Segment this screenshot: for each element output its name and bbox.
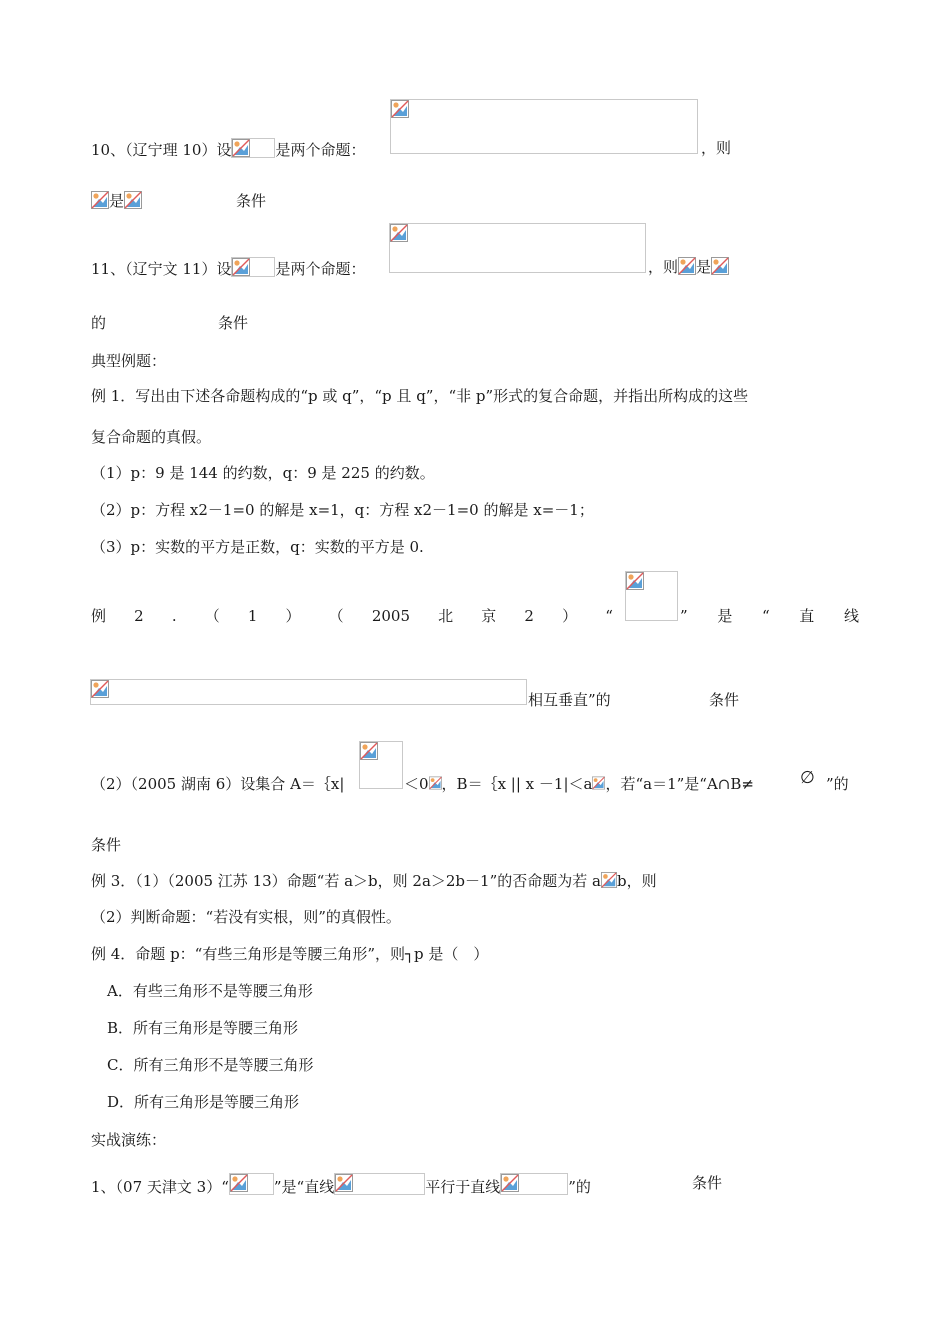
p1-mid2: 平行于直线 (425, 1178, 501, 1196)
ex2-token: 直 (799, 607, 815, 625)
ex2-token: （ (204, 607, 220, 625)
image-placeholder-ex2-cond (625, 571, 678, 621)
broken-image-icon (592, 774, 605, 792)
image-placeholder-ex2-lines (90, 679, 527, 705)
ex2-token: “ (761, 607, 770, 625)
image-placeholder-q11-pq (231, 257, 275, 277)
broken-image-icon (601, 871, 617, 889)
image-placeholder-q11-props (389, 223, 646, 273)
q11-suffix2: 是 (696, 258, 712, 276)
ex2-token: 2 (134, 607, 144, 625)
heading-practice: 实战演练： (91, 1131, 167, 1149)
q10-line1 (91, 138, 365, 160)
q10-line2 (91, 191, 142, 211)
broken-image-icon (501, 1174, 519, 1192)
image-placeholder-ex2-set-a (359, 741, 403, 789)
ex2-part2-if: ，若“a＝1”是“A∩B≠ (605, 775, 754, 793)
broken-image-icon (91, 191, 109, 209)
ex2-line1-left (91, 606, 613, 626)
ex3-line2: （2）判断命题：“若没有实根，则”的真假性。 (91, 908, 401, 926)
q11-tail (648, 257, 729, 277)
broken-image-icon (429, 774, 442, 792)
broken-image-icon (230, 1174, 248, 1192)
q10-prefix: 10、（辽宁理 10）设 (91, 141, 232, 159)
ex2-line2-end: 条件 (709, 691, 740, 709)
ex1-item-1: （1）p：9 是 144 的约数，q：9 是 225 的约数。 (91, 464, 435, 482)
ex2-line2-mid: 相互垂直”的 (528, 691, 611, 709)
ex2-part2-rest (404, 774, 754, 794)
broken-image-icon (232, 139, 250, 157)
q11-line2-start: 的 (91, 314, 107, 332)
ex2-token: 北 (438, 607, 454, 625)
p1-mid3: ”的 (568, 1178, 591, 1196)
q11-line1 (91, 257, 365, 279)
q10-suffix: ，则 (701, 139, 732, 157)
ex2-token: ） (285, 607, 301, 625)
ex2-token: 是 (717, 607, 733, 625)
broken-image-icon (390, 224, 408, 242)
image-placeholder-p1-cond (229, 1173, 274, 1195)
heading-examples: 典型例题： (91, 352, 167, 370)
ex2-token: 线 (843, 607, 859, 625)
ex2-token: 2 (524, 607, 534, 625)
broken-image-icon (360, 742, 378, 760)
q10-line2-mid: 是 (109, 192, 125, 210)
image-placeholder-p1-line1 (334, 1173, 425, 1195)
broken-image-icon (232, 258, 250, 276)
ex4-option-a: A．有些三角形不是等腰三角形 (107, 982, 313, 1000)
image-placeholder-q10-props (390, 99, 698, 154)
p1-line (91, 1173, 591, 1197)
ex3-line1-prefix: 例 3．（1）（2005 江苏 13）命题“若 a＞b，则 2a＞2b－1”的否命题为若 a (91, 872, 601, 890)
ex2-part2-end: ”的 (826, 775, 849, 793)
ex1-item-2: （2）p：方程 x2－1=0 的解是 x=1，q：方程 x2－1=0 的解是 x=－1； (91, 501, 594, 519)
empty-set-symbol: ∅ (800, 768, 815, 788)
q10-mid: 是两个命题： (275, 141, 366, 159)
image-placeholder-p1-line2 (500, 1173, 568, 1195)
broken-image-icon (124, 191, 142, 209)
ex2-token: ” (680, 607, 688, 625)
p1-mid1: ”是“直线 (273, 1178, 335, 1196)
ex1-line1: 例 1．写出由下述各命题构成的“p 或 q”，“p 且 q”，“非 p”形式的复合命题，并指出所构成的这些 (91, 387, 749, 405)
broken-image-icon (678, 257, 696, 275)
ex2-token: . (171, 607, 177, 625)
ex4-question: 例 4．命题 p：“有些三角形是等腰三角形”，则┐p 是（ ） (91, 945, 489, 963)
q11-line2-end: 条件 (218, 314, 249, 332)
ex2-token: 京 (481, 607, 497, 625)
ex1-line2: 复合命题的真假。 (91, 428, 212, 446)
ex3-line1 (91, 871, 657, 891)
broken-image-icon (91, 680, 109, 698)
p1-end: 条件 (692, 1174, 723, 1192)
ex2-token: 1 (247, 607, 258, 625)
q11-mid: 是两个命题： (275, 260, 366, 278)
ex4-option-d: D．所有三角形是等腰三角形 (107, 1093, 300, 1111)
q11-suffix: ，则 (648, 258, 679, 276)
ex2-part2-b: ，B＝｛x || x －1|＜a (441, 775, 593, 793)
ex2-part2-prefix: （2）（2005 湖南 6）设集合 A＝｛x| (91, 775, 345, 793)
ex2-token: （ (328, 607, 344, 625)
broken-image-icon (335, 1174, 353, 1192)
ex4-option-c: C．所有三角形不是等腰三角形 (107, 1056, 314, 1074)
ex2-part2-lt: ＜0 (404, 775, 429, 793)
ex1-item-3: （3）p：实数的平方是正数，q：实数的平方是 0. (91, 538, 424, 556)
ex3-line1-suffix: b，则 (616, 872, 657, 890)
broken-image-icon (626, 572, 644, 590)
broken-image-icon (711, 257, 729, 275)
image-placeholder-q10-pq (231, 138, 275, 158)
broken-image-icon (391, 100, 409, 118)
ex2-token: ） (562, 607, 578, 625)
q11-prefix: 11、（辽宁文 11）设 (91, 260, 232, 278)
ex2-line1-right (680, 606, 859, 626)
q10-line2-end: 条件 (236, 192, 267, 210)
p1-prefix: 1、（07 天津文 3）“ (91, 1178, 229, 1196)
ex4-option-b: B．所有三角形是等腰三角形 (107, 1019, 299, 1037)
ex2-token: 2005 (371, 607, 410, 625)
ex2-token: “ (605, 607, 613, 625)
ex2-token: 例 (91, 607, 107, 625)
ex2-part2-line2: 条件 (91, 836, 122, 854)
